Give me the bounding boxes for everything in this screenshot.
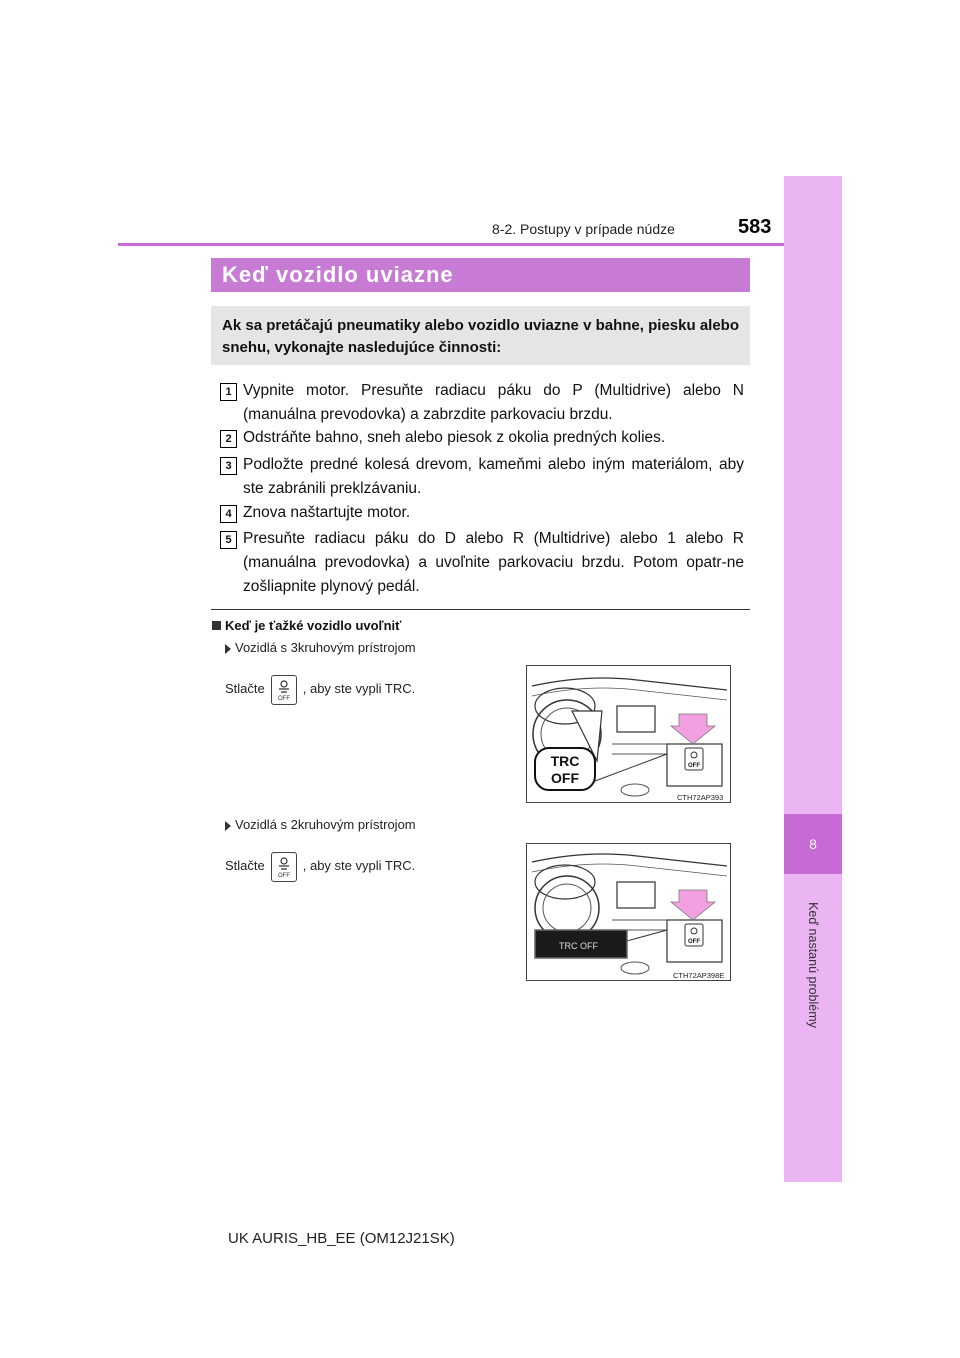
step-number-5: 5 (220, 531, 237, 549)
variant-label-1 (225, 640, 416, 655)
step-number-1: 1 (220, 383, 237, 401)
chapter-title-text: Keď nastanú problémy (806, 902, 820, 1028)
document-footer: UK AURIS_HB_EE (OM12J21SK) (228, 1230, 455, 1247)
button-off-text: OFF (277, 695, 290, 702)
figure-1-off-label: OFF (688, 763, 700, 769)
figure-1-callout-line2: OFF (551, 770, 579, 786)
press-instruction-1 (225, 674, 415, 704)
triangle-bullet-icon (225, 821, 231, 831)
intro-text: Ak sa pretáčajú pneumatiky alebo vozidlo uviazne v bahne, piesku alebo snehu, vykonajte nasledujúce činnosti: (222, 317, 739, 356)
step-number-3: 3 (220, 457, 237, 475)
trc-off-button-icon (271, 852, 297, 882)
figure-dashboard-2-ring (526, 843, 731, 981)
figure-2-callout: TRC OFF (559, 941, 598, 951)
press-before-1: Stlačte (225, 681, 265, 696)
step-text-4: Znova naštartujte motor. (243, 504, 411, 521)
chapter-number-tab[interactable]: 8 (784, 814, 842, 874)
figure-1-code: CTH72AP393 (677, 793, 724, 802)
title-bar (211, 258, 750, 292)
figure-2-off-label: OFF (688, 939, 700, 945)
trc-off-button-icon (271, 675, 297, 705)
step-text-3: Podložte predné kolesá drevom, kameňmi alebo iným materiálom, aby ste zabránili preklzávaniu. (243, 456, 744, 497)
figure-1-callout-line1: TRC (550, 753, 580, 769)
press-after-2: , aby ste vypli TRC. (302, 858, 416, 873)
page-title: Keď vozidlo uviazne (222, 262, 454, 287)
page-number: 583 (738, 216, 772, 238)
section-divider (211, 609, 750, 610)
intro-box (211, 306, 750, 365)
square-bullet-icon (212, 621, 221, 630)
triangle-bullet-icon (225, 644, 231, 654)
figure-2-code: CTH72AP398E (673, 971, 725, 980)
press-before-2: Stlačte (225, 858, 265, 873)
header-divider (118, 243, 784, 246)
step-number-2: 2 (220, 430, 237, 448)
section-heading: 8-2. Postupy v prípade núdze (492, 221, 675, 237)
variant-label-2-text: Vozidlá s 2kruhovým prístrojom (235, 817, 416, 832)
variant-label-2 (225, 817, 416, 832)
subsection-heading-text: Keď je ťažké vozidlo uvoľniť (225, 618, 402, 633)
button-off-text: OFF (277, 872, 290, 879)
step-text-5: Presuňte radiacu páku do D alebo R (Multidrive) alebo 1 alebo R (manuálna prevodovka) a uvoľnite parkovaciu brzdu. Potom opatr-ne zošliapnite plynový pedál. (243, 530, 744, 595)
press-instruction-2 (225, 851, 415, 881)
step-text-2: Odstráňte bahno, sneh alebo piesok z okolia predných kolies. (243, 429, 666, 446)
variant-label-1-text: Vozidlá s 3kruhovým prístrojom (235, 640, 416, 655)
figure-dashboard-3-ring (526, 665, 731, 803)
step-text-1: Vypnite motor. Presuňte radiacu páku do P (Multidrive) alebo N (manuálna prevodovka) a zabrzdite parkovaciu brzdu. (243, 382, 744, 423)
press-after-1: , aby ste vypli TRC. (302, 681, 416, 696)
chapter-title-vertical (783, 890, 843, 1040)
subsection-heading (212, 618, 401, 633)
step-number-4: 4 (220, 505, 237, 523)
